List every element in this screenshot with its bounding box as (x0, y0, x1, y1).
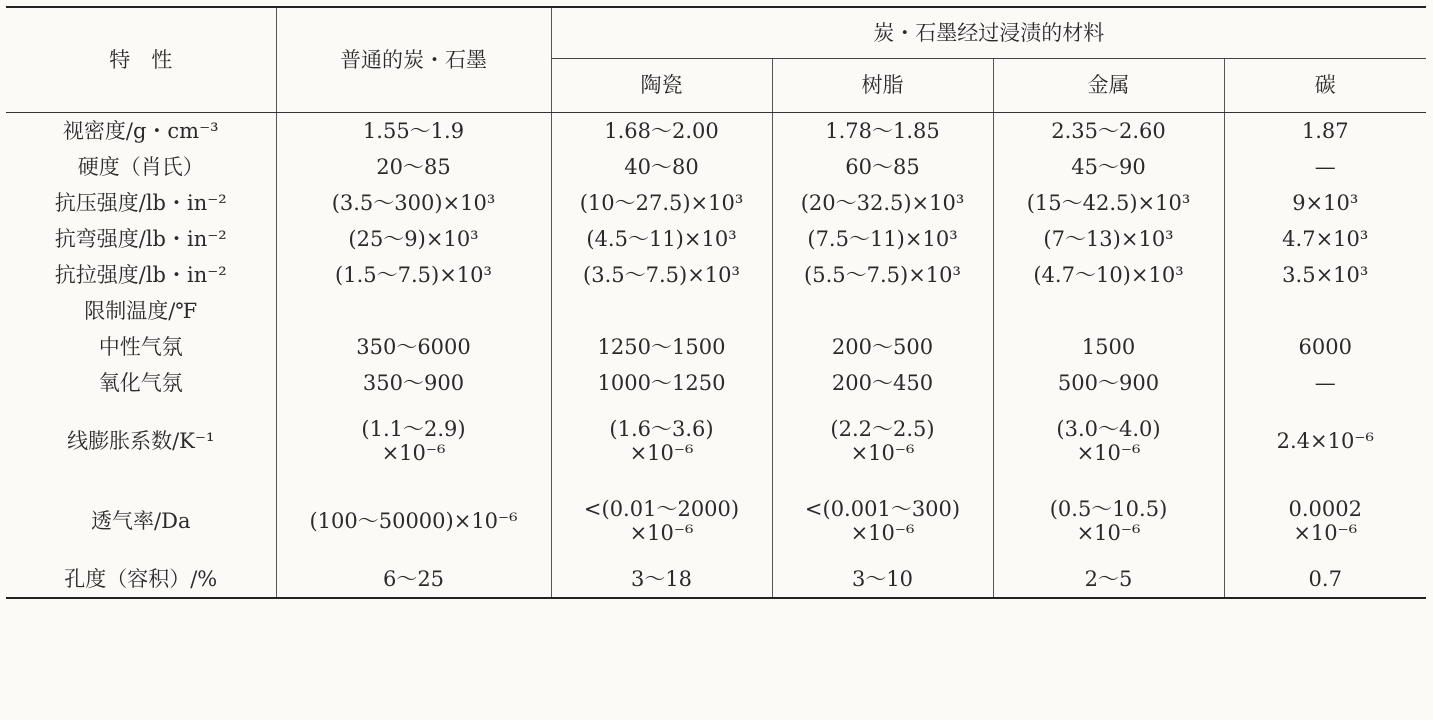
table-cell: (3.5～300)×10³ (276, 185, 551, 221)
table-cell: 200～450 (772, 365, 993, 401)
cell-line: <(0.01～2000) (583, 496, 740, 521)
row-label: 线膨胀系数/K⁻¹ (67, 428, 215, 453)
table-cell: 2～5 (993, 561, 1224, 598)
table-cell: 2.35～2.60 (993, 113, 1224, 150)
table-cell: 1250～1500 (551, 329, 772, 365)
row-label: 中性气氛 (98, 334, 183, 359)
cell-line: ×10⁻⁶ (850, 441, 915, 465)
table-cell: 6～25 (276, 561, 551, 598)
row-label: 抗拉强度/lb・in⁻² (54, 262, 227, 287)
row-label: 视密度/g・cm⁻³ (62, 118, 219, 143)
header-impregnated-group: 炭・石墨经过浸渍的材料 (551, 7, 1426, 59)
table-cell: — (1224, 365, 1426, 401)
table-cell: 3～10 (772, 561, 993, 598)
table-cell: 350～900 (276, 365, 551, 401)
row-label: 孔度（容积）/% (6, 561, 276, 598)
table-row (6, 257, 1426, 293)
table-cell (276, 401, 551, 481)
cell-line: ×10⁻⁶ (1293, 521, 1358, 545)
row-label: 抗弯强度/lb・in⁻² (54, 226, 227, 251)
cell-line: (3.0～4.0) (1056, 416, 1161, 441)
table-cell: (7.5～11)×10³ (772, 221, 993, 257)
table-cell (551, 293, 772, 329)
table-row (6, 149, 1426, 185)
table-cell: 45～90 (993, 149, 1224, 185)
table-cell: 40～80 (551, 149, 772, 185)
table-row (6, 293, 1426, 329)
table-row (6, 401, 1426, 481)
row-label: 氧化气氛 (98, 370, 183, 395)
table-cell (1224, 481, 1426, 561)
table-cell: 1.78～1.85 (772, 113, 993, 150)
table-row (6, 329, 1426, 365)
properties-table (6, 6, 1426, 599)
cell-line: 0.0002 (1288, 496, 1362, 521)
table-cell (1224, 293, 1426, 329)
table-cell: (3.5～7.5)×10³ (551, 257, 772, 293)
table-row (6, 221, 1426, 257)
cell-line: (2.2～2.5) (830, 416, 935, 441)
table-cell: 1500 (993, 329, 1224, 365)
row-label: 限制温度/℉ (84, 298, 198, 323)
row-label: 透气率/Da (91, 508, 191, 533)
header-property: 特 性 (6, 7, 276, 113)
cell-line: (1.1～2.9) (361, 416, 466, 441)
table-cell: 200～500 (772, 329, 993, 365)
header-metal: 金属 (993, 59, 1224, 113)
table-cell (993, 401, 1224, 481)
table-cell (772, 481, 993, 561)
cell-line: ×10⁻⁶ (1076, 441, 1141, 465)
table-cell: (15～42.5)×10³ (993, 185, 1224, 221)
table-cell: 1.68～2.00 (551, 113, 772, 150)
table-cell: (4.7～10)×10³ (993, 257, 1224, 293)
cell-line: ×10⁻⁶ (629, 441, 694, 465)
table-row (6, 481, 1426, 561)
header-ordinary: 普通的炭・石墨 (276, 7, 551, 113)
table-cell: 1.87 (1224, 113, 1426, 150)
cell-line: <(0.001～300) (804, 496, 961, 521)
table-cell (772, 401, 993, 481)
table-cell (551, 401, 772, 481)
cell-line: ×10⁻⁶ (629, 521, 694, 545)
table-cell: (10～27.5)×10³ (551, 185, 772, 221)
header-carbon: 碳 (1224, 59, 1426, 113)
cell-line: ×10⁻⁶ (381, 441, 446, 465)
table-row (6, 561, 1426, 598)
table-cell: 2.4×10⁻⁶ (1224, 401, 1426, 481)
table-cell: 350～6000 (276, 329, 551, 365)
table-row (6, 185, 1426, 221)
table-cell: 4.7×10³ (1224, 221, 1426, 257)
table-row (6, 365, 1426, 401)
table-cell: (1.5～7.5)×10³ (276, 257, 551, 293)
table-cell (772, 293, 993, 329)
cell-line: ×10⁻⁶ (850, 521, 915, 545)
header-resin: 树脂 (772, 59, 993, 113)
row-label: 硬度（肖氏） (77, 154, 204, 179)
table-cell (551, 481, 772, 561)
table-cell: 6000 (1224, 329, 1426, 365)
table-cell: (4.5～11)×10³ (551, 221, 772, 257)
table-cell: 3～18 (551, 561, 772, 598)
table-cell: 20～85 (276, 149, 551, 185)
table-cell (993, 481, 1224, 561)
cell-line: ×10⁻⁶ (1076, 521, 1141, 545)
table-cell: (20～32.5)×10³ (772, 185, 993, 221)
table-cell: 9×10³ (1224, 185, 1426, 221)
table-cell: (25～9)×10³ (276, 221, 551, 257)
table-cell (276, 293, 551, 329)
table-cell: 1.55～1.9 (276, 113, 551, 150)
cell-line: (1.6～3.6) (609, 416, 714, 441)
table-row (6, 113, 1426, 150)
cell-line: (0.5～10.5) (1049, 496, 1168, 521)
table-cell: (100～50000)×10⁻⁶ (276, 481, 551, 561)
row-label: 抗压强度/lb・in⁻² (54, 190, 227, 215)
table-cell: (5.5～7.5)×10³ (772, 257, 993, 293)
table-cell (993, 293, 1224, 329)
table-cell: 0.7 (1224, 561, 1426, 598)
table-cell: 500～900 (993, 365, 1224, 401)
table-cell: 60～85 (772, 149, 993, 185)
table-cell: 3.5×10³ (1224, 257, 1426, 293)
table-cell: — (1224, 149, 1426, 185)
table-cell: 1000～1250 (551, 365, 772, 401)
table-cell: (7～13)×10³ (993, 221, 1224, 257)
header-ceramic: 陶瓷 (551, 59, 772, 113)
